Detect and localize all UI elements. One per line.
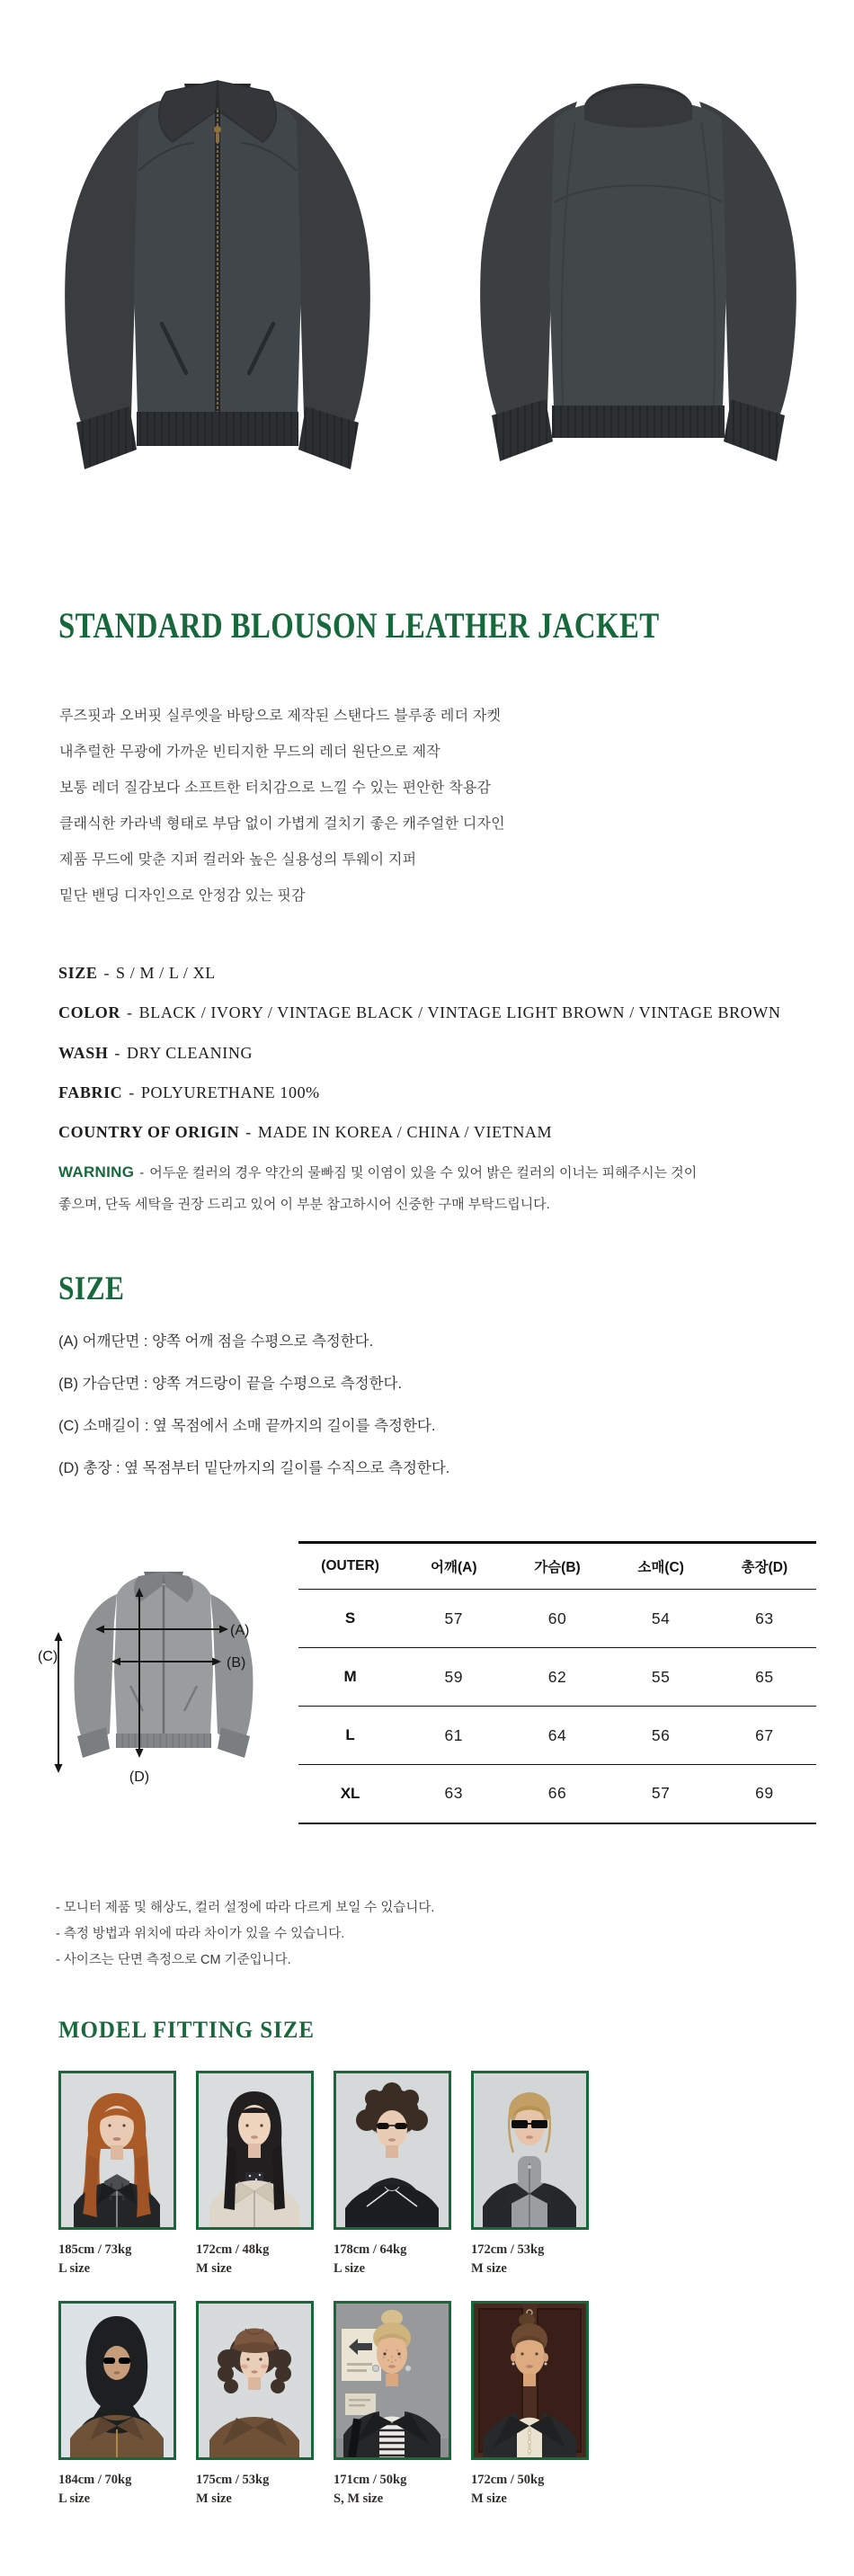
size-cell: 61 <box>444 1725 464 1744</box>
jacket-back-photo <box>440 58 836 526</box>
note-line: - 모니터 제품 및 해상도, 컬러 설정에 따라 다르게 보일 수 있습니다. <box>56 1901 435 1915</box>
model-spec: 184cm / 70kg <box>58 2473 132 2487</box>
size-row-label: L <box>345 1726 355 1743</box>
size-table-header <box>298 1543 816 1590</box>
table-row-m <box>298 1648 816 1707</box>
model-size: M size <box>471 2261 507 2276</box>
spec-value: S / M / L / XL <box>116 964 216 982</box>
model-spec: 172cm / 53kg <box>471 2242 545 2257</box>
diagram-label-d: (D) <box>129 1769 150 1785</box>
diagram-label-b: (B) <box>227 1655 246 1671</box>
measure-instruction: (D) 총장 : 옆 목점부터 밑단까지의 길이를 수직으로 측정한다. <box>58 1460 450 1476</box>
size-cell: 60 <box>547 1609 567 1627</box>
model-spec: 178cm / 64kg <box>334 2242 407 2257</box>
warning-label: WARNING <box>58 1163 135 1181</box>
size-cell: 57 <box>651 1784 671 1803</box>
size-cell: 67 <box>755 1725 774 1744</box>
model-size: L size <box>58 2491 91 2506</box>
spec-value: DRY CLEANING <box>127 1044 254 1062</box>
model-spec: 185cm / 73kg <box>58 2242 132 2257</box>
model-size: S, M size <box>334 2491 384 2506</box>
model-card <box>471 2071 589 2278</box>
spec-separator: - <box>103 964 111 982</box>
size-cell: 62 <box>547 1667 567 1686</box>
col-header-length: 총장(D) <box>741 1560 788 1575</box>
size-cell: 66 <box>547 1784 567 1803</box>
warning-text-line: 어두운 컬러의 경우 약간의 물빠짐 및 이염이 있을 수 있어 밝은 컬러의 이너는 피해주시는 것이 <box>149 1165 698 1181</box>
model-spec: 175cm / 53kg <box>196 2473 270 2487</box>
size-cell: 59 <box>444 1667 464 1686</box>
model-photo <box>334 2071 451 2230</box>
table-row-xl <box>298 1765 816 1823</box>
model-photo <box>471 2301 589 2460</box>
warning-text-line: 좋으며, 단독 세탁을 권장 드리고 있어 이 부분 참고하시어 신중한 구매 부탁드립니다. <box>58 1197 550 1212</box>
measure-instruction: (B) 가슴단면 : 양쪽 겨드랑이 끝을 수평으로 측정한다. <box>58 1376 403 1392</box>
col-header-chest: 가슴(B) <box>534 1560 581 1575</box>
spec-label: COLOR <box>58 1003 121 1021</box>
spec-row-origin <box>58 1123 552 1142</box>
model-photo <box>58 2301 176 2460</box>
model-photo <box>334 2301 451 2460</box>
size-section-heading: SIZE <box>58 1270 125 1307</box>
col-header-sleeve: 소매(C) <box>637 1560 684 1575</box>
measure-instruction: (A) 어깨단면 : 양쪽 어깨 점을 수평으로 측정한다. <box>58 1333 374 1350</box>
model-spec: 172cm / 48kg <box>196 2242 270 2257</box>
size-cell: 69 <box>755 1784 774 1803</box>
size-row-label: XL <box>340 1784 360 1802</box>
warning-block <box>58 1156 697 1220</box>
note-line: - 측정 방법과 위치에 따라 차이가 있을 수 있습니다. <box>56 1927 345 1941</box>
table-row-s <box>298 1590 816 1648</box>
jacket-front-photo <box>27 54 409 526</box>
diagram-label-c: (C) <box>38 1649 58 1664</box>
model-photo <box>471 2071 589 2230</box>
size-cell: 55 <box>651 1667 671 1686</box>
spec-separator: - <box>245 1123 252 1141</box>
measure-instruction: (C) 소매길이 : 옆 목점에서 소매 끝까지의 길이를 측정한다. <box>58 1418 436 1434</box>
size-measure-diagram <box>36 1569 274 1789</box>
spec-value: MADE IN KOREA / CHINA / VIETNAM <box>257 1123 553 1141</box>
spec-separator: - <box>127 1003 133 1021</box>
size-cell: 64 <box>547 1725 567 1744</box>
model-card <box>58 2071 176 2278</box>
size-cell: 65 <box>755 1667 774 1686</box>
spec-row-size <box>58 964 216 983</box>
note-line: - 사이즈는 단면 측정으로 CM 기준입니다. <box>56 1953 291 1967</box>
description-line: 제품 무드에 맞춘 지퍼 컬러와 높은 실용성의 투웨이 지퍼 <box>59 852 417 868</box>
warning-separator: - <box>139 1165 145 1181</box>
size-cell: 63 <box>755 1609 774 1627</box>
diagram-label-a: (A) <box>230 1623 250 1638</box>
model-spec: 171cm / 50kg <box>334 2473 407 2487</box>
spec-separator: - <box>129 1083 135 1101</box>
model-spec: 172cm / 50kg <box>471 2473 545 2487</box>
description-line: 루즈핏과 오버핏 실루엣을 바탕으로 제작된 스탠다드 블루종 레더 자켓 <box>59 709 502 724</box>
spec-label: COUNTRY OF ORIGIN <box>58 1123 240 1141</box>
table-row-l <box>298 1707 816 1765</box>
model-size: L size <box>58 2261 91 2276</box>
size-cell: 63 <box>444 1784 464 1803</box>
col-header-shoulder: 어깨(A) <box>431 1560 477 1575</box>
model-grid-row-2 <box>58 2301 589 2509</box>
model-card <box>196 2301 314 2509</box>
size-cell: 57 <box>444 1609 464 1627</box>
col-header-outer: (OUTER) <box>321 1558 379 1573</box>
spec-label: WASH <box>58 1044 109 1062</box>
description-line: 보통 레더 질감보다 소프트한 터치감으로 느낄 수 있는 편안한 착용감 <box>59 780 492 796</box>
size-row-label: M <box>343 1668 357 1685</box>
size-cell: 56 <box>651 1725 671 1744</box>
spec-label: SIZE <box>58 964 98 982</box>
description-line: 클래식한 카라넥 형태로 부담 없이 가볍게 걸치기 좋은 캐주얼한 디자인 <box>59 816 505 832</box>
model-fitting-heading: MODEL FITTING SIZE <box>58 2017 315 2043</box>
size-cell: 54 <box>651 1609 671 1627</box>
model-size: L size <box>334 2261 366 2276</box>
product-title: STANDARD BLOUSON LEATHER JACKET <box>58 605 660 646</box>
model-size: M size <box>196 2261 232 2276</box>
description-line: 밑단 밴딩 디자인으로 안정감 있는 핏감 <box>59 888 306 904</box>
size-row-label: S <box>344 1609 356 1627</box>
model-size: M size <box>471 2491 507 2506</box>
spec-label: FABRIC <box>58 1083 123 1101</box>
model-card <box>196 2071 314 2278</box>
spec-value: POLYURETHANE 100% <box>140 1083 320 1101</box>
model-photo <box>196 2071 314 2230</box>
spec-row-color <box>58 1003 780 1022</box>
description-line: 내추럴한 무광에 가까운 빈티지한 무드의 레더 원단으로 제작 <box>59 744 440 760</box>
model-card <box>58 2301 176 2509</box>
model-grid-row-1 <box>58 2071 589 2278</box>
size-table <box>298 1541 816 1824</box>
spec-separator: - <box>114 1044 121 1062</box>
spec-row-fabric <box>58 1083 320 1102</box>
model-card <box>334 2071 451 2278</box>
spec-row-wash <box>58 1044 253 1063</box>
model-card <box>334 2301 451 2509</box>
model-size: M size <box>196 2491 232 2506</box>
model-photo <box>58 2071 176 2230</box>
spec-value: BLACK / IVORY / VINTAGE BLACK / VINTAGE LIGHT BROWN / VINTAGE BROWN <box>138 1003 781 1021</box>
model-card <box>471 2301 589 2509</box>
model-photo <box>196 2301 314 2460</box>
